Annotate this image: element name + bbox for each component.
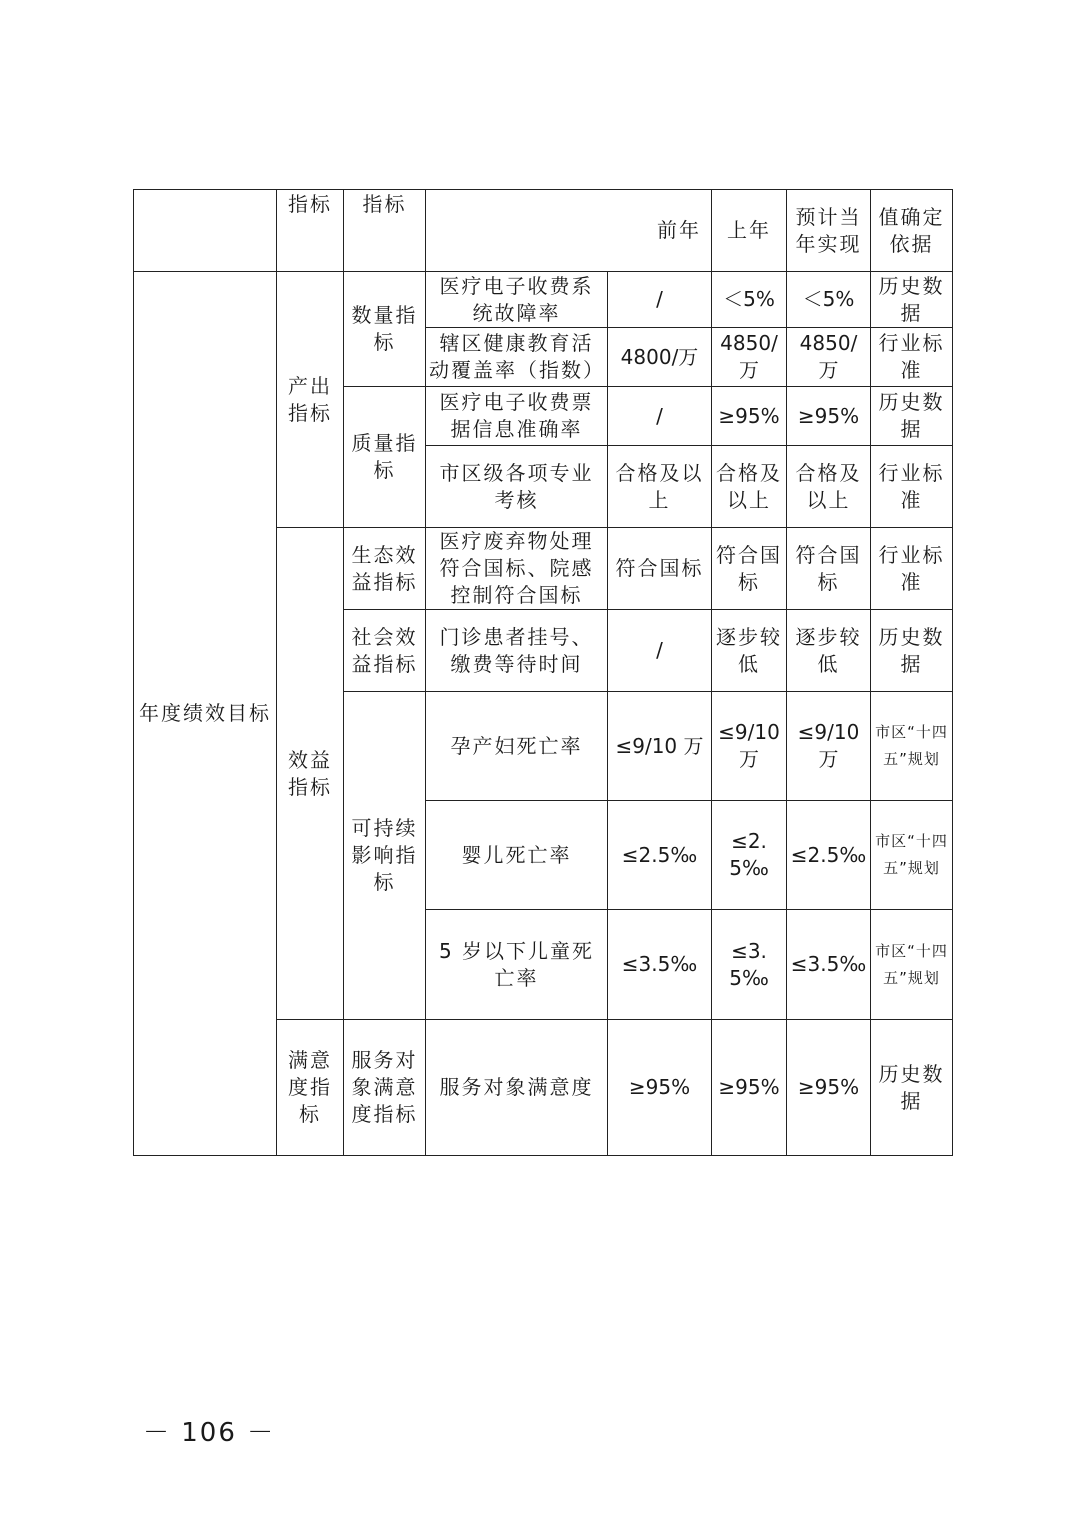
expected-cell: ＜5% bbox=[787, 272, 871, 328]
basis-cell: 市区“十四五”规划 bbox=[871, 692, 953, 801]
header-cell-indicator bbox=[426, 190, 608, 272]
expected-cell: ≤9/10万 bbox=[787, 692, 871, 801]
level2-quality-cell: 质量指标 bbox=[344, 387, 426, 528]
page-number: － 106 － bbox=[143, 1418, 276, 1448]
prev-year-cell: ≤2.5‰ bbox=[608, 801, 712, 910]
basis-cell: 历史数据 bbox=[871, 387, 953, 446]
level1-output-cell: 产出指标 bbox=[277, 272, 344, 528]
last-year-cell: ≤3.5‰ bbox=[712, 910, 787, 1020]
performance-goal-table bbox=[133, 189, 953, 1156]
prev-year-cell: 合格及以上 bbox=[608, 446, 712, 528]
prev-year-cell: 4800/万 bbox=[608, 328, 712, 387]
basis-cell: 行业标准 bbox=[871, 446, 953, 528]
last-year-cell: 合格及以上 bbox=[712, 446, 787, 528]
prev-year-cell: / bbox=[608, 610, 712, 692]
last-year-cell: ≥95% bbox=[712, 387, 787, 446]
expected-cell: 合格及以上 bbox=[787, 446, 871, 528]
expected-cell: 4850/万 bbox=[787, 328, 871, 387]
last-year-cell: ＜5% bbox=[712, 272, 787, 328]
last-year-cell: 符合国标 bbox=[712, 528, 787, 610]
table-header-row bbox=[134, 190, 953, 272]
basis-cell: 行业标准 bbox=[871, 528, 953, 610]
level2-quantity-cell: 数量指标 bbox=[344, 272, 426, 387]
indicator-name-cell: 医疗电子收费票据信息准确率 bbox=[426, 387, 608, 446]
indicator-name-cell: 医疗废弃物处理符合国标、院感控制符合国标 bbox=[426, 528, 608, 610]
level2-social-cell: 社会效益指标 bbox=[344, 610, 426, 692]
header-cell-last-year: 上年 bbox=[712, 190, 787, 272]
prev-year-cell: 符合国标 bbox=[608, 528, 712, 610]
last-year-cell: 4850/万 bbox=[712, 328, 787, 387]
basis-cell: 历史数据 bbox=[871, 1020, 953, 1156]
prev-year-cell: / bbox=[608, 272, 712, 328]
expected-cell: 符合国标 bbox=[787, 528, 871, 610]
level1-satisfaction-cell: 满意度指标 bbox=[277, 1020, 344, 1156]
prev-year-cell: ≥95% bbox=[608, 1020, 712, 1156]
header-cell-expected: 预计当年实现 bbox=[787, 190, 871, 272]
category-cell: 年度绩效目标 bbox=[134, 272, 277, 1156]
header-cell-basis: 值确定依据 bbox=[871, 190, 953, 272]
last-year-cell: 逐步较低 bbox=[712, 610, 787, 692]
basis-cell: 市区“十四五”规划 bbox=[871, 910, 953, 1020]
prev-year-cell: / bbox=[608, 387, 712, 446]
indicator-name-cell: 5 岁以下儿童死亡率 bbox=[426, 910, 608, 1020]
expected-cell: ≤3.5‰ bbox=[787, 910, 871, 1020]
indicator-name-cell: 服务对象满意度 bbox=[426, 1020, 608, 1156]
expected-cell: ≤2.5‰ bbox=[787, 801, 871, 910]
prev-year-cell: ≤9/10 万 bbox=[608, 692, 712, 801]
header-cell-level2: 指标 bbox=[344, 190, 426, 272]
level2-sustainable-cell: 可持续影响指标 bbox=[344, 692, 426, 1020]
indicator-name-cell: 辖区健康教育活动覆盖率（指数） bbox=[426, 328, 608, 387]
indicator-name-cell: 市区级各项专业考核 bbox=[426, 446, 608, 528]
basis-cell: 市区“十四五”规划 bbox=[871, 801, 953, 910]
basis-cell: 历史数据 bbox=[871, 272, 953, 328]
basis-cell: 行业标准 bbox=[871, 328, 953, 387]
header-cell-level1: 指标 bbox=[277, 190, 344, 272]
table-row bbox=[134, 272, 953, 328]
expected-cell: ≥95% bbox=[787, 1020, 871, 1156]
expected-cell: ≥95% bbox=[787, 387, 871, 446]
level2-ecological-cell: 生态效益指标 bbox=[344, 528, 426, 610]
level1-benefit-cell: 效益指标 bbox=[277, 528, 344, 1020]
performance-table-sheet bbox=[133, 189, 952, 1157]
header-cell-1 bbox=[134, 190, 277, 272]
level2-service-cell: 服务对象满意度指标 bbox=[344, 1020, 426, 1156]
header-cell-prev-year: 前年 bbox=[608, 190, 712, 272]
basis-cell: 历史数据 bbox=[871, 610, 953, 692]
indicator-name-cell: 婴儿死亡率 bbox=[426, 801, 608, 910]
last-year-cell: ≤9/10 万 bbox=[712, 692, 787, 801]
expected-cell: 逐步较低 bbox=[787, 610, 871, 692]
indicator-name-cell: 医疗电子收费系统故障率 bbox=[426, 272, 608, 328]
last-year-cell: ≥95% bbox=[712, 1020, 787, 1156]
last-year-cell: ≤2.5‰ bbox=[712, 801, 787, 910]
indicator-name-cell: 孕产妇死亡率 bbox=[426, 692, 608, 801]
prev-year-cell: ≤3.5‰ bbox=[608, 910, 712, 1020]
indicator-name-cell: 门诊患者挂号、缴费等待时间 bbox=[426, 610, 608, 692]
